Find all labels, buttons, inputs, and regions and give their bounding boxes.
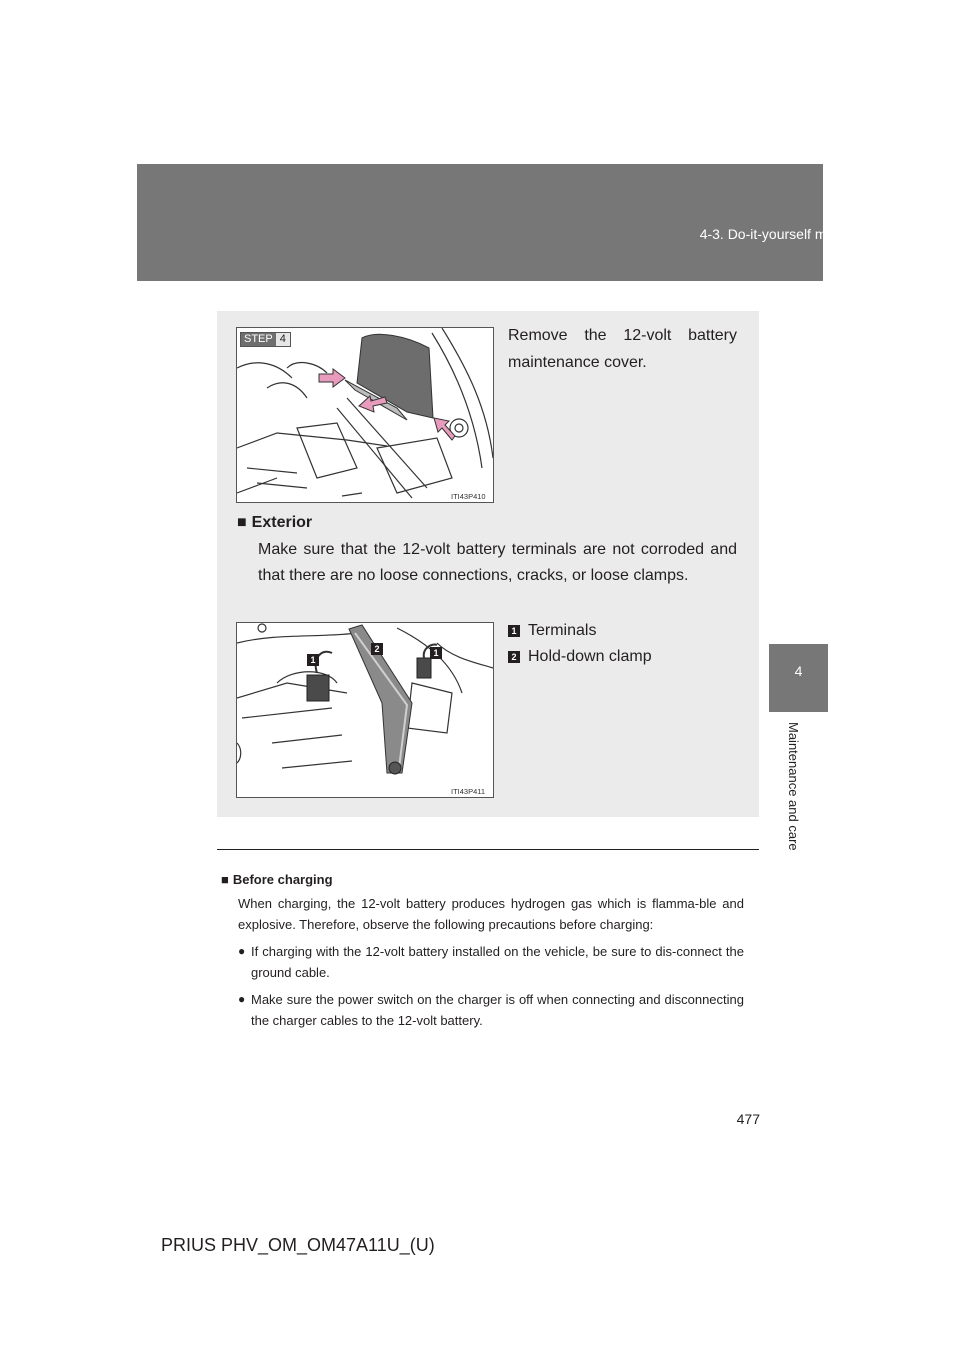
notes-body: When charging, the 12-volt battery produces hydrogen gas which is flamma-ble and explosive. Therefore, observe the following precautions before charging: bbox=[238, 896, 744, 932]
bullet-dot-icon: ● bbox=[238, 944, 246, 958]
note-bullet bbox=[221, 989, 744, 1031]
note-bullet-text: Make sure the power switch on the charger is off when connecting and disconnecting the charger cables to the 12-volt battery. bbox=[251, 992, 744, 1028]
step-instruction: Remove the 12-volt battery maintenance cover. bbox=[508, 327, 737, 371]
charging-notes bbox=[221, 869, 744, 1031]
terminal-marker-left: 1 bbox=[307, 654, 319, 666]
exterior-heading-text: Exterior bbox=[251, 514, 313, 531]
square-bullet-icon: ■ bbox=[237, 514, 247, 531]
notes-heading-text: Before charging bbox=[232, 872, 333, 887]
figure-code-1: ITI43P410 bbox=[451, 492, 486, 501]
clamp-marker: 2 bbox=[371, 643, 383, 655]
legend-label: Terminals bbox=[528, 622, 597, 639]
section-divider bbox=[217, 849, 759, 850]
terminal-marker-right: 1 bbox=[430, 647, 442, 659]
legend-item bbox=[508, 644, 652, 670]
note-bullet bbox=[221, 941, 744, 983]
legend-label: Hold-down clamp bbox=[528, 648, 652, 665]
section-title: 4-3. Do-it-yourself maintenance bbox=[699, 226, 895, 242]
step-number: 4 bbox=[276, 333, 290, 346]
exterior-heading bbox=[237, 514, 312, 532]
battery-terminals-illustration bbox=[236, 622, 494, 798]
step-badge bbox=[240, 332, 291, 347]
header-band bbox=[137, 164, 823, 281]
notes-heading bbox=[221, 869, 744, 890]
step-label: STEP bbox=[241, 333, 276, 346]
bullet-dot-icon: ● bbox=[238, 992, 246, 1006]
exterior-description: Make sure that the 12-volt battery terminals are not corroded and that there are no loose connections, cracks, or loose clamps. bbox=[258, 541, 737, 584]
chapter-number: 4 bbox=[794, 663, 803, 679]
battery-cover-illustration bbox=[236, 327, 494, 503]
chapter-tab[interactable] bbox=[769, 644, 828, 712]
square-bullet-icon: ■ bbox=[221, 872, 229, 887]
page-number: 477 bbox=[736, 1111, 760, 1127]
terminals-drawing bbox=[237, 623, 493, 797]
figure-code-2: ITI43P411 bbox=[451, 787, 486, 796]
number-1-icon: 1 bbox=[508, 625, 520, 637]
cover-removal-drawing bbox=[237, 328, 493, 502]
chapter-label: Maintenance and care bbox=[786, 722, 801, 851]
document-footer: PRIUS PHV_OM_OM47A11U_(U) bbox=[161, 1235, 435, 1255]
callout-legend bbox=[508, 618, 652, 670]
number-2-icon: 2 bbox=[508, 651, 520, 663]
note-bullet-text: If charging with the 12-volt battery installed on the vehicle, be sure to dis-connect the ground cable. bbox=[251, 944, 744, 980]
legend-item bbox=[508, 618, 652, 644]
